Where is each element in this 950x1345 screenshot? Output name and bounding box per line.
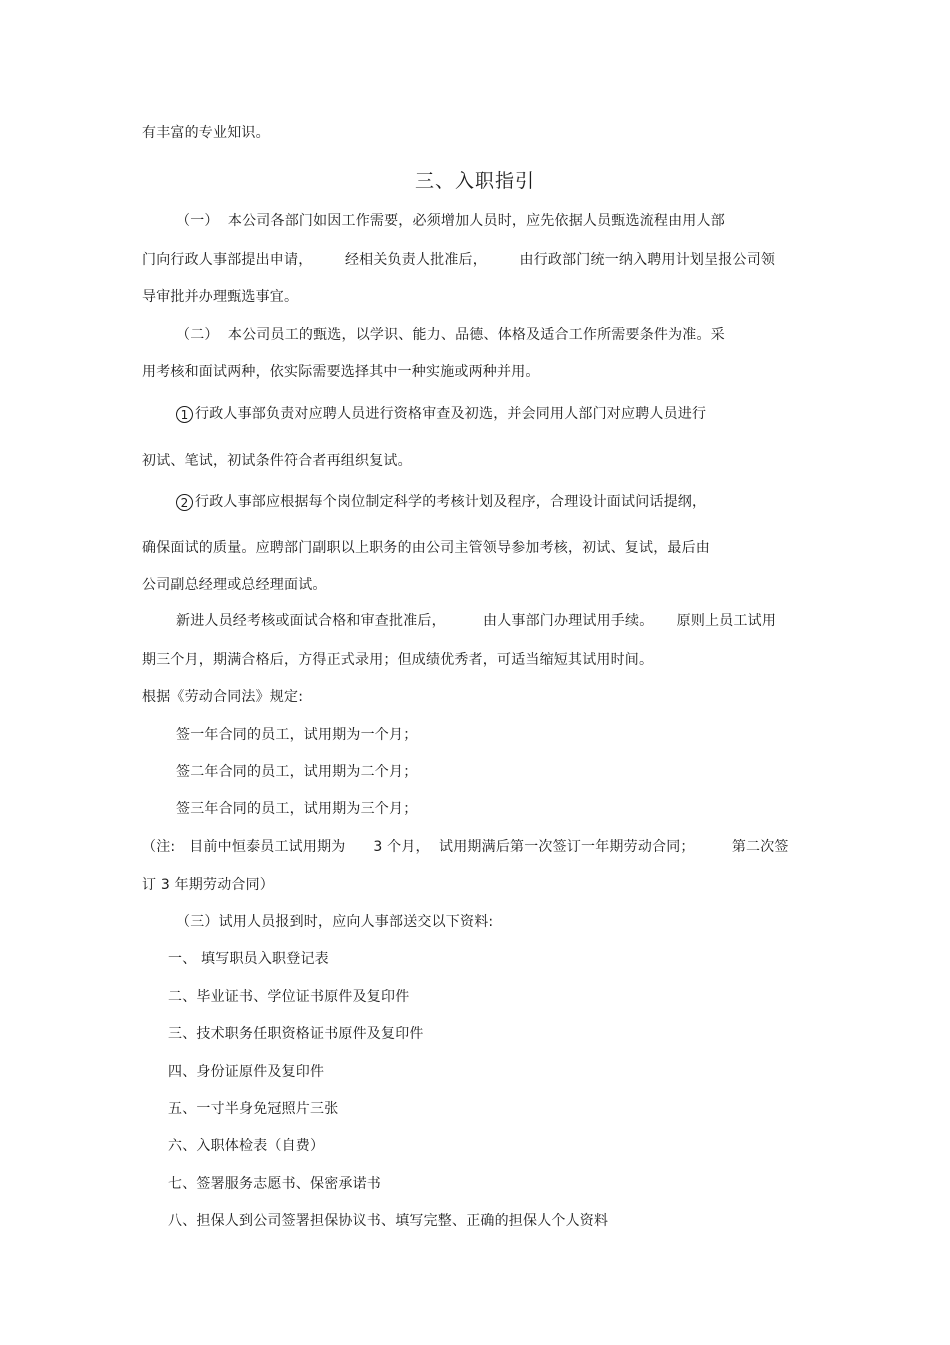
item-circled-2-text: 行政人事部应根据每个岗位制定科学的考核计划及程序，合理设计面试问话提纲， [195, 494, 707, 510]
item-circled-1-line-2: 初试、笔试，初试条件符合者再组织复试。 [142, 453, 412, 469]
list-item: 二、毕业证书、学位证书原件及复印件 [168, 989, 410, 1005]
list-item: 七、签署服务志愿书、保密承诺书 [168, 1176, 381, 1192]
probation-rule-2: 签二年合同的员工，试用期为二个月； [176, 764, 418, 780]
list-item: 八、担保人到公司签署担保协议书、填写完整、正确的担保人个人资料 [168, 1213, 609, 1229]
text-line: 有丰富的专业知识。 [142, 125, 270, 141]
probation-rule-3: 签三年合同的员工，试用期为三个月； [176, 801, 418, 817]
list-item: 一、 填写职员入职登记表 [168, 951, 329, 967]
paragraph-2-line-2: 用考核和面试两种，依实际需要选择其中一种实施或两种并用。 [142, 364, 540, 380]
section-title: 三、入职指引 [414, 170, 535, 192]
list-item: 四、身份证原件及复印件 [168, 1064, 325, 1080]
item-circled-2-line-2: 确保面试的质量。应聘部门副职以上职务的由公司主管领导参加考核，初试、复试，最后由 [142, 540, 710, 556]
circled-number-2: 2 [176, 494, 193, 511]
item-circled-2-line-3: 公司副总经理或总经理面试。 [142, 577, 327, 593]
note-line-1: （注: 目前中恒泰员工试用期为 3 个月， 试用期满后第一次签订一年期劳动合同； 第二次签 [142, 839, 789, 855]
paragraph-3-line-1: 新进人员经考核或面试合格和审查批准后， 由人事部门办理试用手续。 原则上员工试用 [176, 613, 777, 629]
list-item: 五、一寸半身免冠照片三张 [168, 1101, 339, 1117]
paragraph-5: （三）试用人员报到时，应向人事部送交以下资料: [176, 914, 494, 930]
paragraph-2-line-1: （二） 本公司员工的甄选，以学识、能力、品德、体格及适合工作所需要条件为准。采 [176, 327, 725, 343]
note-line-2: 订 3 年期劳动合同） [142, 877, 275, 893]
item-circled-1-text: 行政人事部负责对应聘人员进行资格审查及初选，并会同用人部门对应聘人员进行 [195, 406, 707, 422]
circled-number-1: 1 [176, 406, 193, 423]
paragraph-1-line-1: （一） 本公司各部门如因工作需要，必须增加人员时，应先依据人员甄选流程由用人部 [176, 213, 725, 229]
paragraph-1-line-3: 导审批并办理甄选事宜。 [142, 289, 299, 305]
probation-rule-1: 签一年合同的员工，试用期为一个月； [176, 727, 418, 743]
paragraph-4: 根据《劳动合同法》规定: [142, 689, 304, 705]
item-circled-2-line-1 [176, 493, 706, 511]
paragraph-3-line-2: 期三个月，期满合格后，方得正式录用；但成绩优秀者，可适当缩短其试用时间。 [142, 652, 654, 668]
list-item: 六、入职体检表（自费） [168, 1138, 325, 1154]
list-item: 三、技术职务任职资格证书原件及复印件 [168, 1026, 424, 1042]
paragraph-1-line-2: 门向行政人事部提出申请， 经相关负责人批准后， 由行政部门统一纳入聘用计划呈报公司领 [142, 252, 776, 268]
item-circled-1-line-1 [176, 405, 706, 423]
